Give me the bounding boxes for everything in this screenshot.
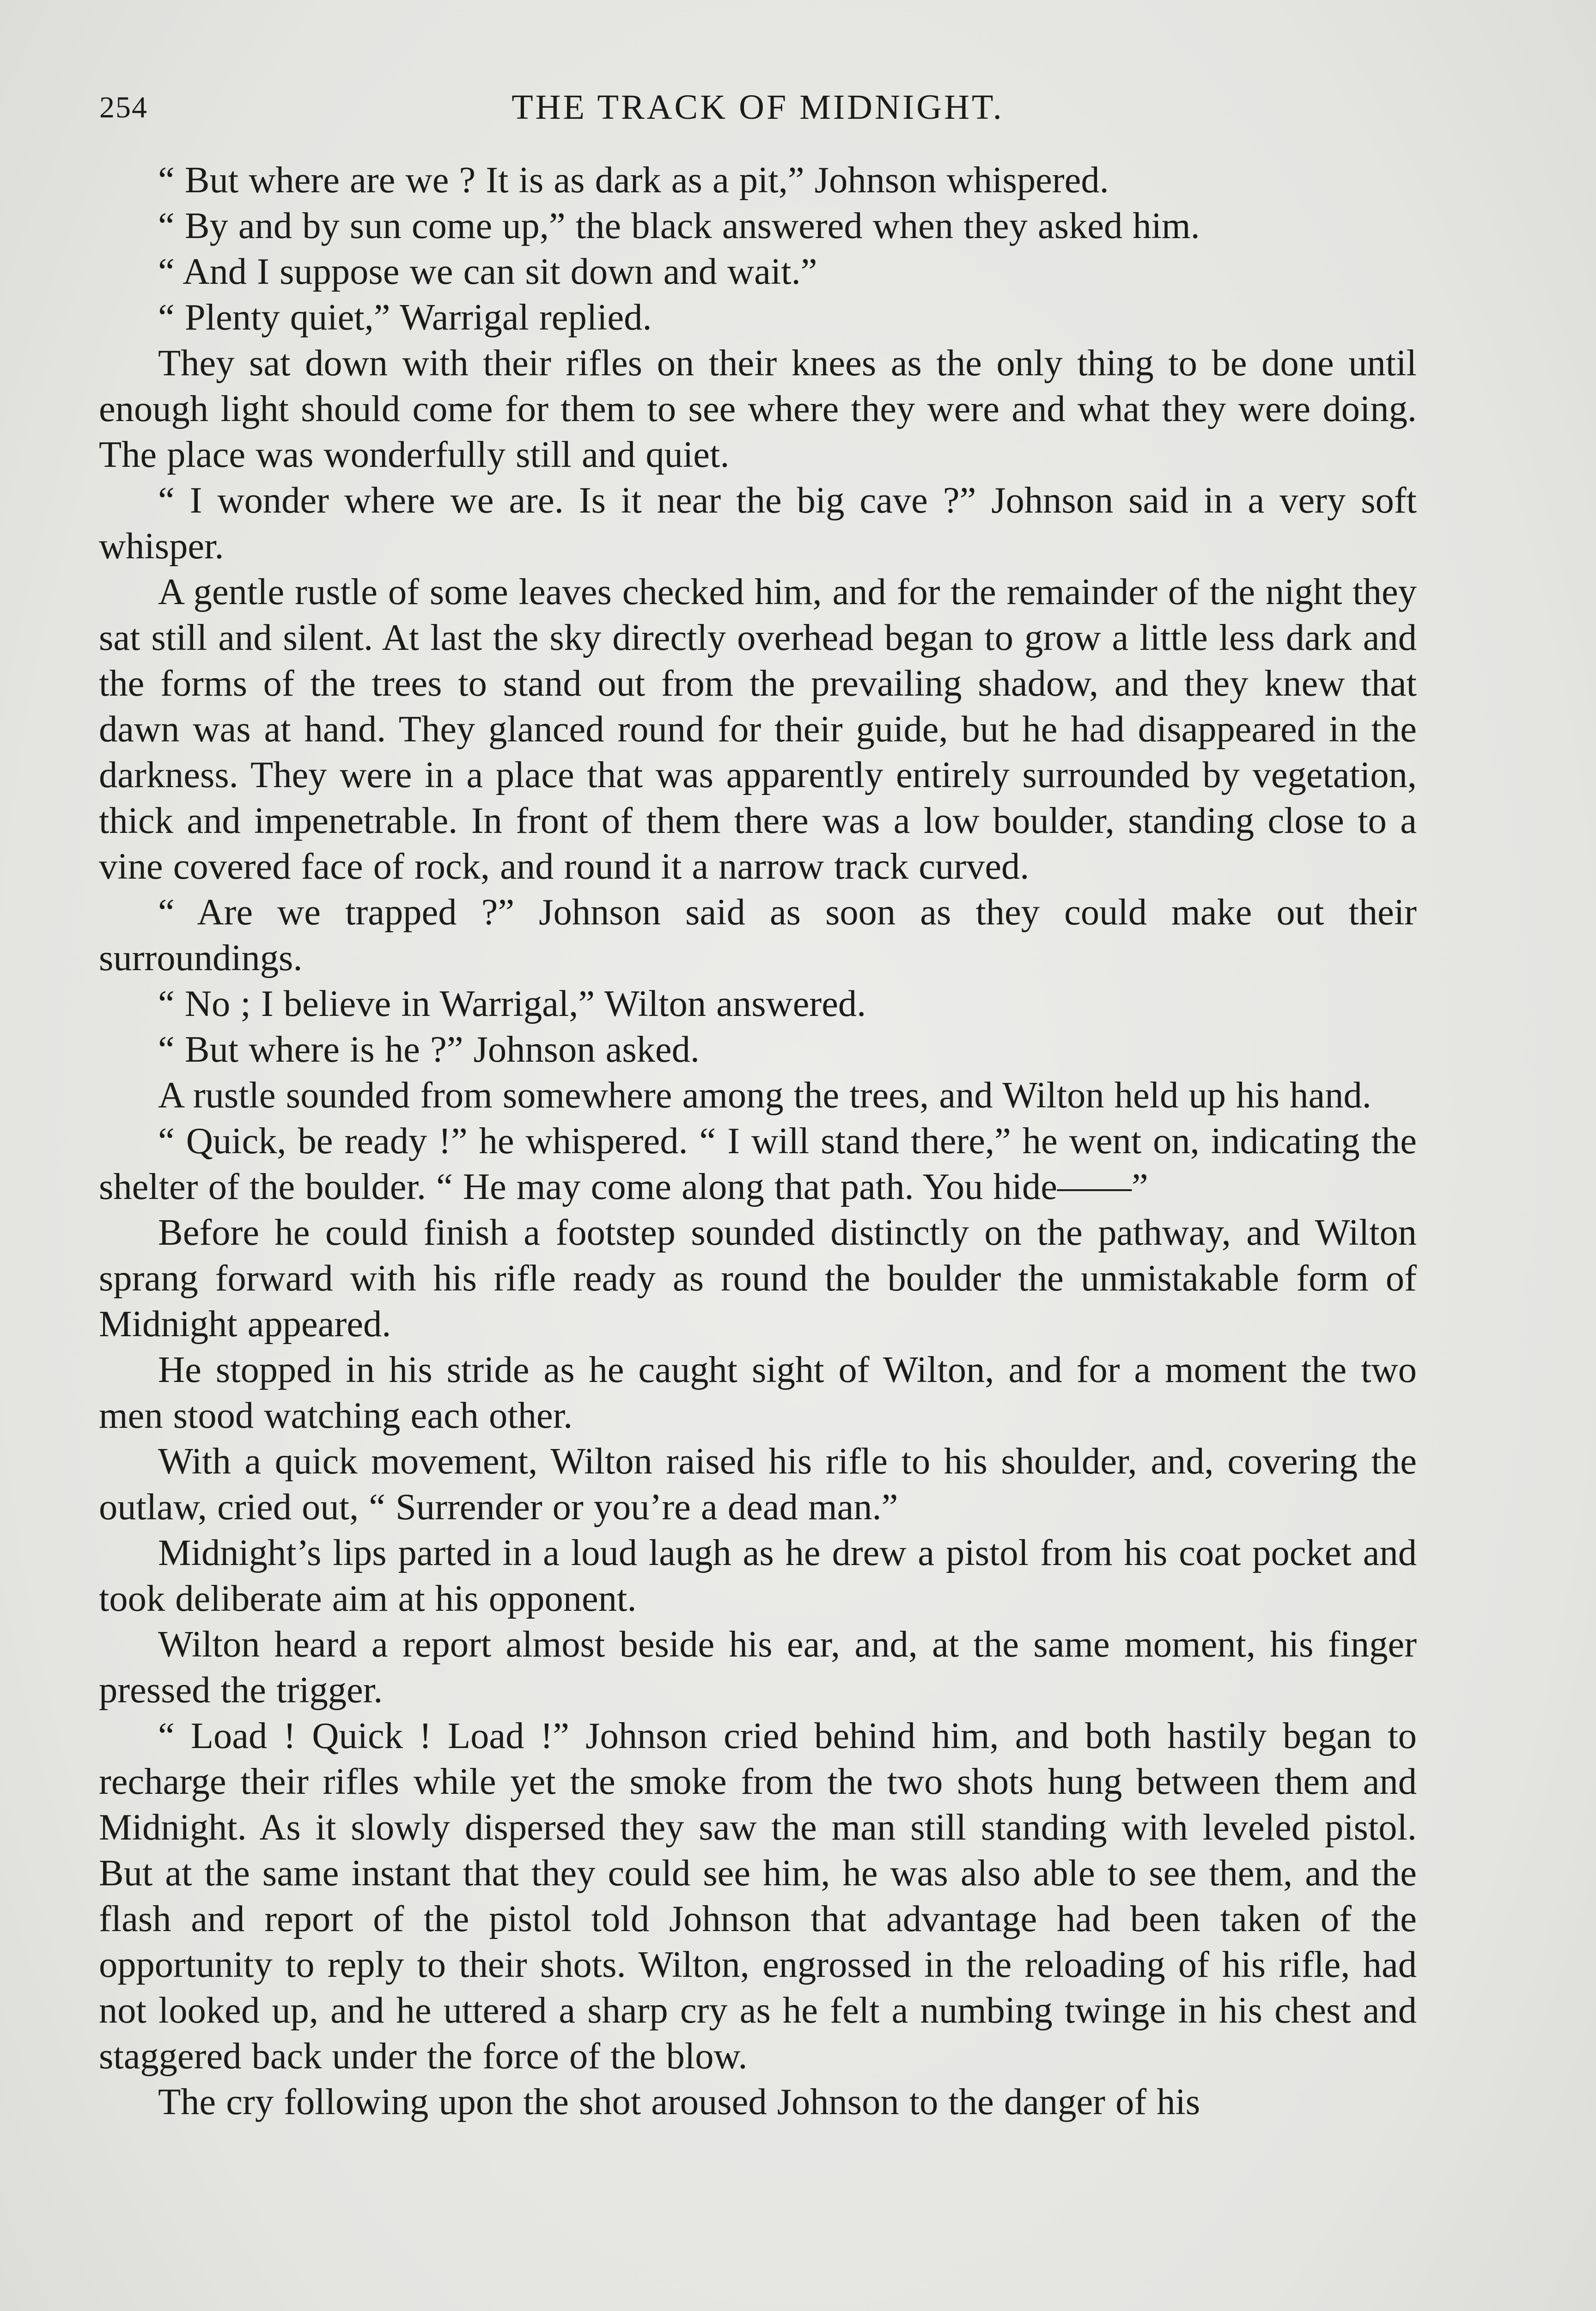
paragraph: “ Are we trapped ?” Johnson said as soon as they could make out their surroundings.: [99, 892, 1417, 978]
paragraph: Wilton heard a report almost beside his ear, and, at the same moment, his finger pressed the trigger.: [99, 1624, 1417, 1711]
paragraph: Before he could finish a footstep sounded distinctly on the pathway, and Wilton sprang forward with his rifle ready as round the boulder the unmistakable form of Midnight appeared.: [99, 1212, 1417, 1345]
paragraph: “ Quick, be ready !” he whispered. “ I will stand there,” he went on, indicating the shelter of the boulder. “ He may come along that path. You hide——”: [99, 1120, 1417, 1207]
paragraph: With a quick movement, Wilton raised his rifle to his shoulder, and, covering the outlaw, cried out, “ Surrender or you’re a dead man.”: [99, 1441, 1417, 1528]
paragraph: He stopped in his stride as he caught sight of Wilton, and for a moment the two men stood watching each other.: [99, 1349, 1417, 1436]
paragraph: “ Plenty quiet,” Warrigal replied.: [158, 297, 652, 338]
paragraph: They sat down with their rifles on their knees as the only thing to be done until enough light should come for them to see where they were and what they were doing. The place was wonderfully still and quiet.: [99, 342, 1417, 475]
paragraph: “ By and by sun come up,” the black answered when they asked him.: [158, 205, 1200, 246]
paragraph: “ But where are we ? It is as dark as a pit,” Johnson whispered.: [158, 159, 1109, 201]
paragraph: “ And I suppose we can sit down and wait.”: [158, 251, 817, 292]
paragraph: A rustle sounded from somewhere among the trees, and Wilton held up his hand.: [158, 1075, 1371, 1116]
paragraph: “ Load ! Quick ! Load !” Johnson cried behind him, and both hastily began to recharge their rifles while yet the smoke from the two shots hung between them and Midnight. As it slowly dispersed they saw the man still standing with leveled pistol. But at the same instant that they could see him, he was also able to see them, and the flash and report of the pistol told Johnson that advantage had been taken of the opportunity to reply to their shots. Wilton, engrossed in the reloading of his rifle, had not looked up, and he uttered a sharp cry as he felt a numbing twinge in his chest and staggered back under the force of the blow.: [99, 1715, 1417, 2077]
page-number: 254: [99, 91, 148, 124]
paragraph: “ I wonder where we are. Is it near the big cave ?” Johnson said in a very soft whisper.: [99, 480, 1417, 567]
paragraph: Midnight’s lips parted in a loud laugh as he drew a pistol from his coat pocket and took deliberate aim at his opponent.: [99, 1532, 1417, 1619]
page-header: [99, 81, 1416, 132]
paragraph: A gentle rustle of some leaves checked him, and for the remainder of the night they sat still and silent. At last the sky directly overhead began to grow a little less dark and the forms of the trees to stand out from the prevailing shadow, and they knew that dawn was at hand. They glanced round for their guide, but he had disappeared in the darkness. They were in a place that was apparently entirely surrounded by vegetation, thick and impenetrable. In front of them there was a low boulder, standing close to a vine covered face of rock, and round it a narrow track curved.: [99, 571, 1417, 887]
paragraph: The cry following upon the shot aroused Johnson to the danger of his: [158, 2081, 1200, 2122]
paragraph: “ No ; I believe in Warrigal,” Wilton answered.: [158, 983, 866, 1024]
body-text: [99, 157, 1417, 2125]
paragraph: “ But where is he ?” Johnson asked.: [158, 1029, 700, 1070]
running-head: THE TRACK OF MIDNIGHT.: [512, 88, 1004, 127]
